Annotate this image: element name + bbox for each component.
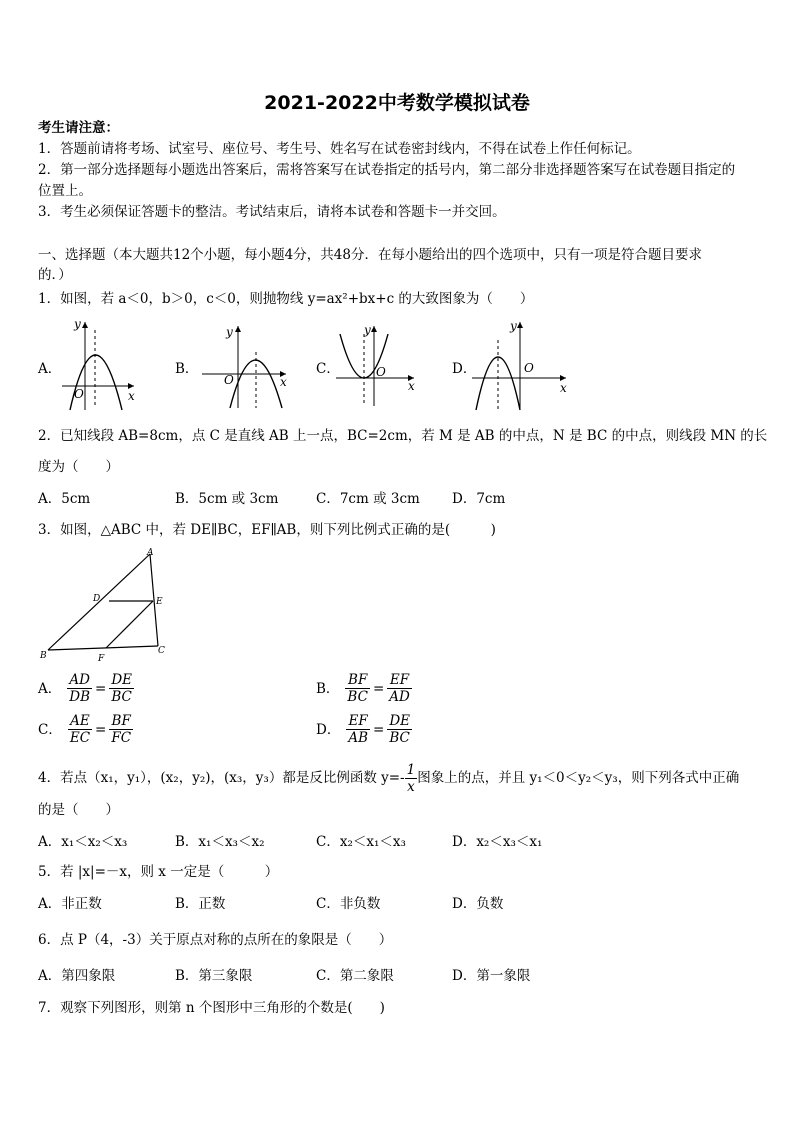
question-2-stem: 2．已知线段 AB=8cm，点 C 是直线 AB 上一点，BC=2cm，若 M 是 AB 的中点，N 是 BC 的中点，则线段 MN 的长 [38, 428, 768, 444]
question-4-stem [38, 758, 739, 798]
question-5-stem: 5．若 |x|=－x，则 x 一定是（ ） [38, 864, 279, 880]
q5-option-d: D．负数 [452, 896, 504, 912]
q5-option-a: A．非正数 [38, 896, 102, 912]
q3b-den2: AD [389, 689, 410, 705]
q1c-x-label: x [408, 379, 415, 393]
section-heading-cont: 的．） [38, 267, 72, 283]
q3c-den2: FC [111, 730, 132, 746]
q3a-num1: AD [67, 672, 92, 689]
q3-label-c: C [158, 646, 165, 656]
q1c-y-label: y [364, 323, 371, 337]
q3-option-c [38, 713, 133, 746]
q1-option-b-label: B． [175, 361, 199, 377]
q3-option-b [316, 672, 412, 705]
q3c-num1: AE [68, 713, 92, 730]
question-1-stem: 1．如图，若 a＜0，b＞0，c＜0，则抛物线 y=ax²+bx+c 的大致图象为（ ） [38, 291, 534, 307]
q3a-equals: = [95, 680, 107, 697]
q2-option-d: D．7cm [452, 491, 506, 507]
q3-label-a: A [147, 548, 154, 558]
q6-option-b: B．第三象限 [175, 968, 253, 984]
q5-option-b: B．正数 [175, 896, 226, 912]
q1a-x-label: x [128, 389, 135, 403]
section-heading: 一、选择题（本大题共12个小题，每小题4分，共48分．在每小题给出的四个选项中，只有一项是符合题目要求 [38, 247, 702, 263]
q3b-num1: BF [345, 672, 370, 689]
q3-option-c-label: C． [38, 721, 62, 738]
q1-option-a-label: A． [38, 361, 62, 377]
q1a-y-label: y [74, 318, 81, 331]
q1-graph-d [470, 318, 570, 413]
q6-option-c: C．第二象限 [316, 968, 394, 984]
q4-option-d: D．x₂＜x₃＜x₁ [452, 834, 543, 850]
q3-option-d [316, 713, 412, 746]
question-4-stem-cont: 的是（ ） [38, 802, 119, 818]
q4-option-b: B．x₁＜x₃＜x₂ [175, 834, 265, 850]
q1d-y-label: y [510, 319, 517, 333]
q6-option-a: A．第四象限 [38, 968, 116, 984]
notice-heading: 考生请注意： [38, 120, 119, 136]
q3d-den2: BC [389, 730, 410, 746]
q3c-num2: BF [109, 713, 133, 730]
q3a-den2: BC [111, 689, 132, 705]
q5-option-c: C．非负数 [316, 896, 381, 912]
q1-option-c-label: C． [316, 361, 340, 377]
q3c-den1: EC [69, 730, 91, 746]
question-7-stem: 7．观察下列图形，则第 n 个图形中三角形的个数是( ) [38, 1000, 385, 1016]
notice-item-2-cont: 位置上。 [38, 183, 92, 199]
q2-option-b: B．5cm 或 3cm [175, 491, 279, 507]
q1b-y-label: y [226, 325, 233, 339]
q3-label-f: F [98, 654, 105, 664]
q3d-num2: DE [389, 713, 410, 729]
notice-item-2: 2．第一部分选择题每小题选出答案后，需将答案写在试卷指定的括号内，第二部分非选择题答案写在试卷题目指定的 [38, 162, 736, 178]
q3-triangle-figure [36, 546, 172, 668]
q2-option-c: C．7cm 或 3cm [316, 491, 420, 507]
q3-label-b: B [40, 651, 47, 661]
q1a-origin-label: O [74, 387, 84, 401]
q1-graph-c [334, 322, 420, 410]
question-2-stem-cont: 度为（ ） [38, 459, 119, 475]
question-6-stem: 6．点 P（4，-3）关于原点对称的点所在的象限是（ ） [38, 932, 393, 948]
q4-stem-part-b: 图象上的点，并且 y₁＜0＜y₂＜y₃，则下列各式中正确 [417, 770, 740, 786]
q3d-num1: EF [346, 713, 370, 730]
q4-frac-den: x [407, 778, 415, 795]
q3-label-d: D [93, 594, 101, 604]
q3c-equals: = [95, 721, 107, 738]
question-3-stem: 3．如图，△ABC 中，若 DE∥BC，EF∥AB，则下列比例式正确的是( ) [38, 522, 496, 538]
q1d-origin-label: O [524, 361, 534, 375]
q3b-num2: EF [387, 672, 412, 689]
q3-option-a [38, 672, 134, 705]
page-title: 2021-2022中考数学模拟试卷 [264, 92, 530, 114]
q3a-den1: DB [69, 689, 90, 705]
q3-option-d-label: D． [316, 721, 341, 738]
q1-graph-b [200, 322, 292, 410]
q1-option-d-label: D． [452, 361, 477, 377]
q3-label-e: E [156, 597, 163, 607]
q3b-den1: BC [347, 689, 368, 705]
q1-graph-a [60, 318, 140, 413]
q4-stem-part-a: 4．若点（x₁，y₁），(x₂，y₂)，(x₃，y₃）都是反比例函数 y=- [38, 770, 405, 786]
notice-item-1: 1．答题前请将考场、试室号、座位号、考生号、姓名写在试卷密封线内，不得在试卷上作任何标记。 [38, 141, 641, 157]
notice-item-3: 3．考生必须保证答题卡的整洁。考试结束后，请将本试卷和答题卡一并交回。 [38, 204, 506, 220]
q4-option-a: A．x₁＜x₂＜x₃ [38, 834, 128, 850]
q3-option-b-label: B． [316, 680, 340, 697]
q1d-x-label: x [560, 381, 567, 395]
q3a-num2: DE [111, 672, 132, 688]
q1b-x-label: x [280, 375, 287, 389]
q3d-equals: = [373, 721, 385, 738]
q3b-equals: = [372, 680, 385, 697]
q1c-origin-label: O [376, 365, 386, 379]
q4-frac-num: 1 [406, 761, 416, 778]
q1b-origin-label: O [224, 373, 234, 387]
q3-option-a-label: A． [38, 680, 62, 697]
q4-option-c: C．x₂＜x₁＜x₃ [316, 834, 406, 850]
q6-option-d: D．第一象限 [452, 968, 531, 984]
q3d-den1: AB [348, 730, 368, 746]
q2-option-a: A．5cm [38, 491, 91, 507]
